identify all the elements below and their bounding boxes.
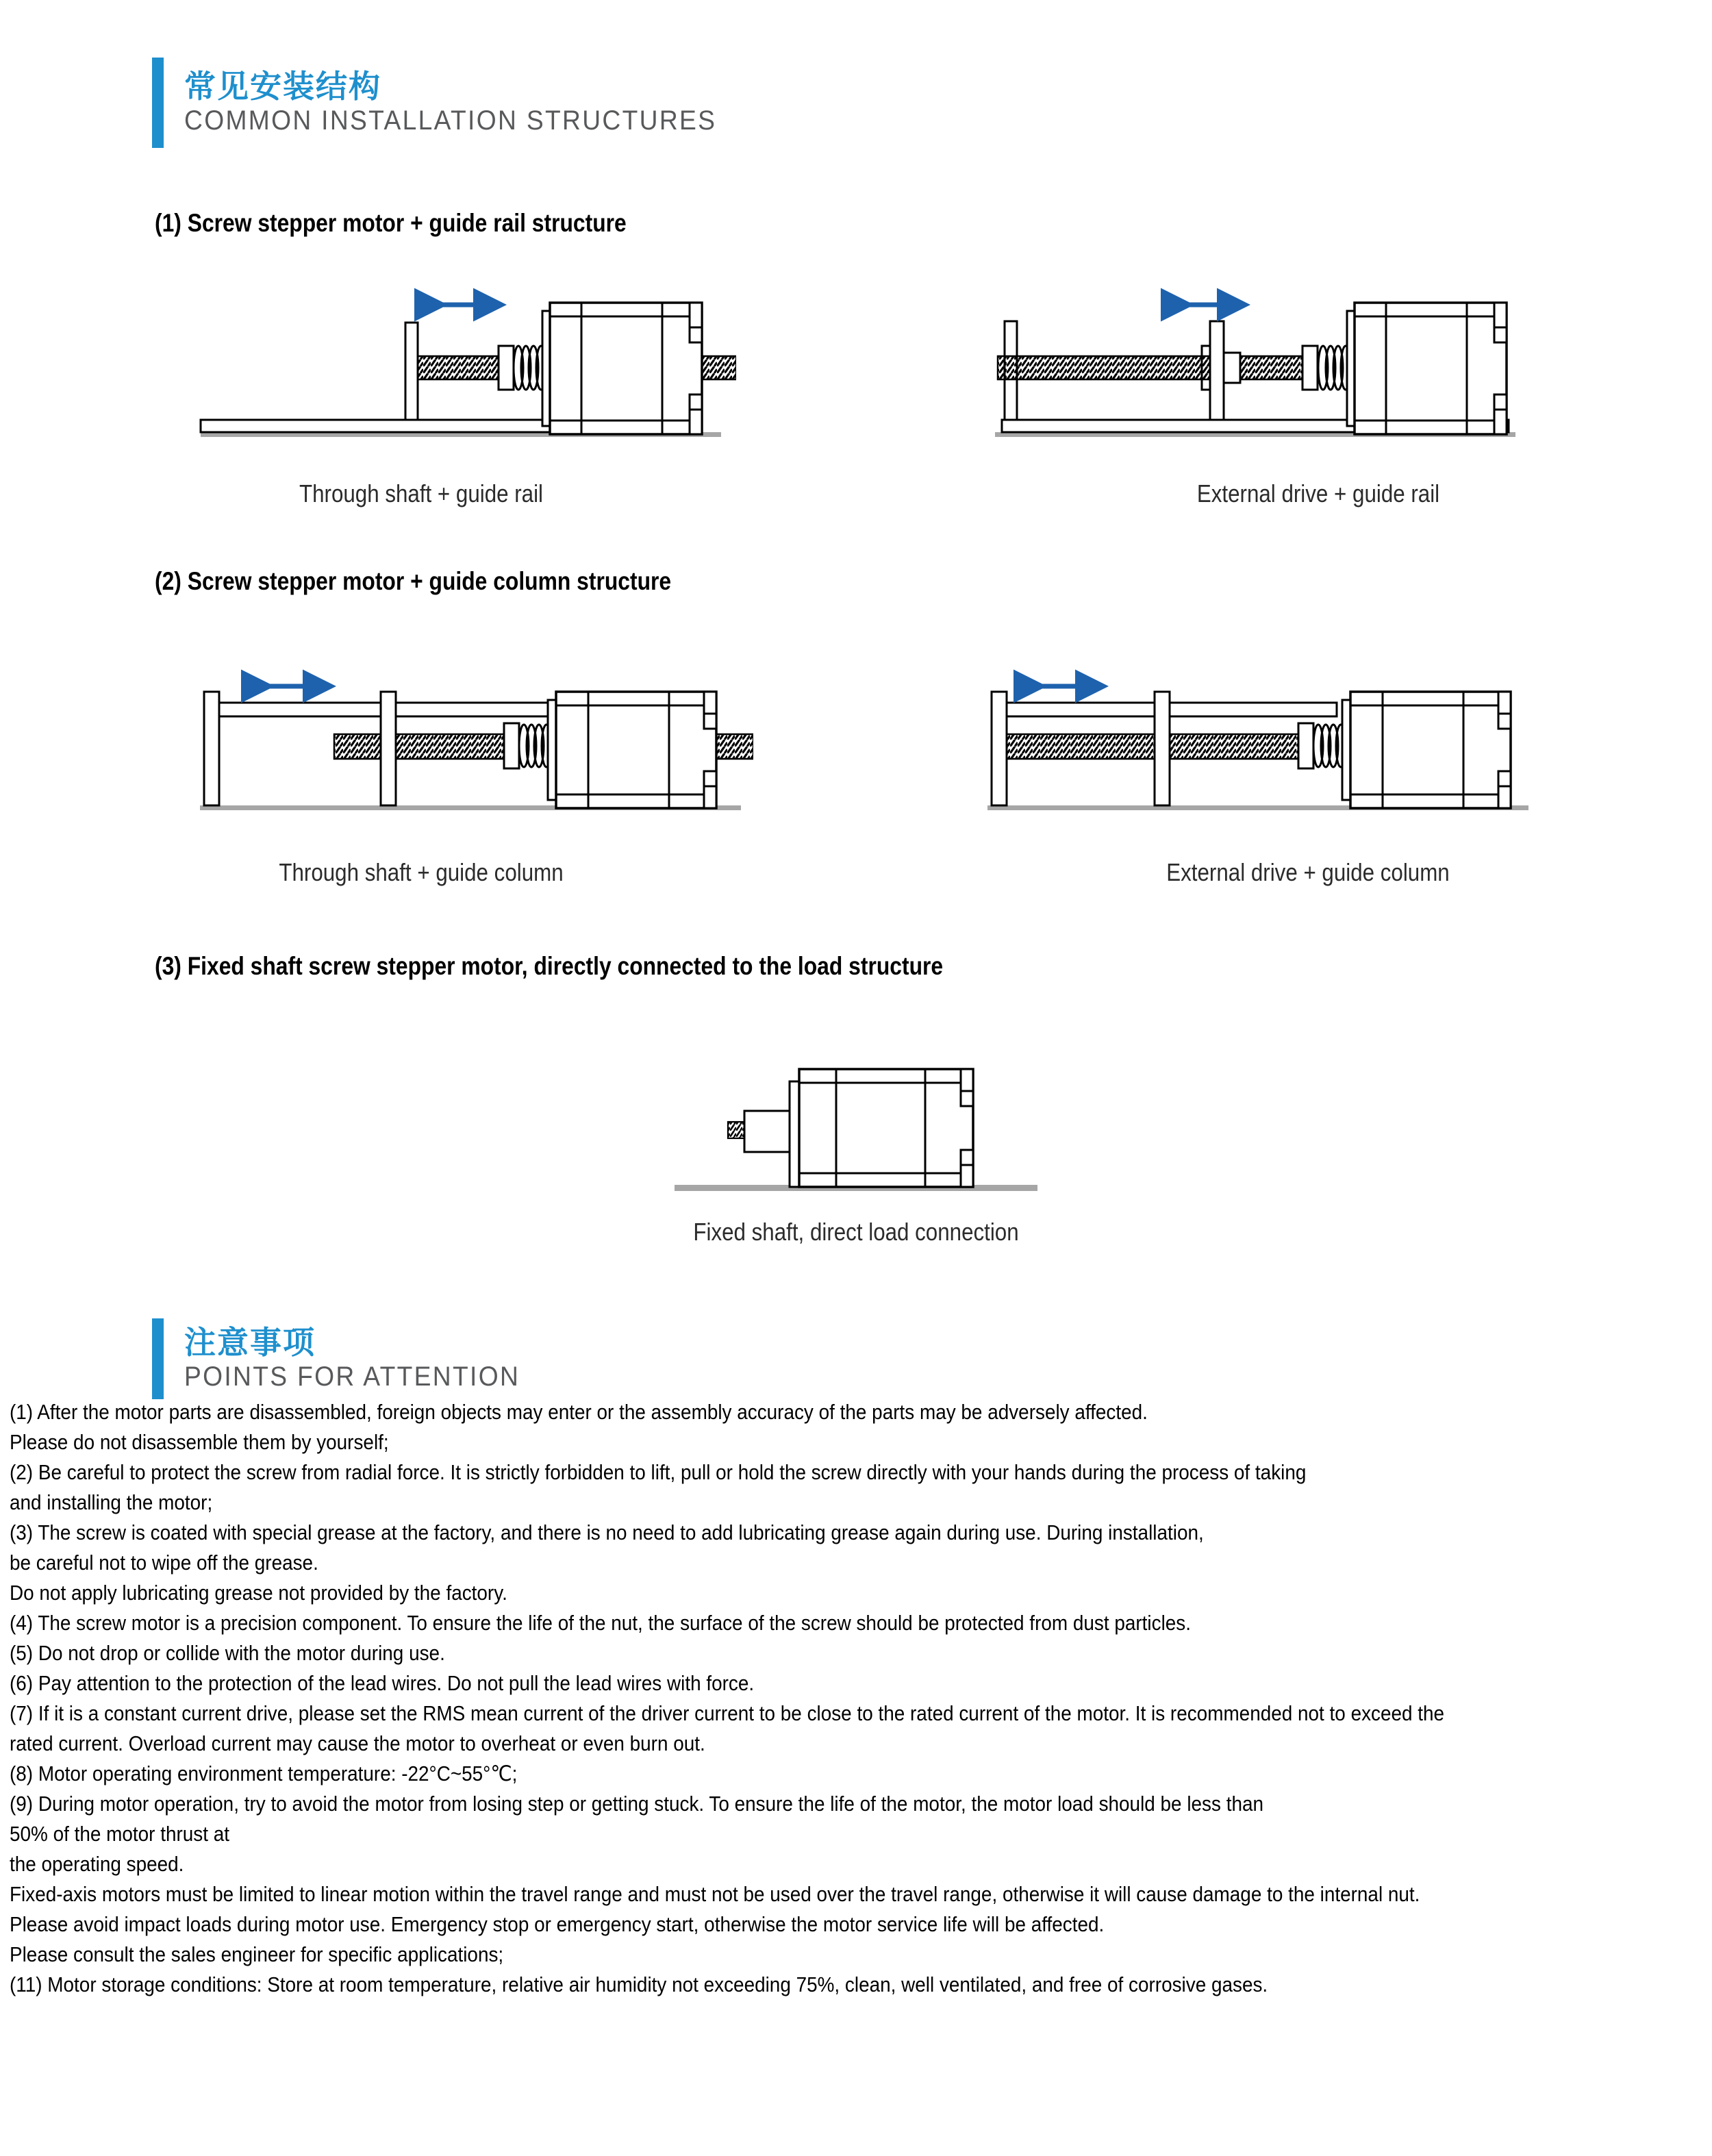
section-header-attention xyxy=(152,1318,545,1399)
note-line: (1) After the motor parts are disassembled, foreign objects may enter or the assembly accuracy of the parts may be adversely affected. xyxy=(10,1400,1148,1424)
figure-fixed-shaft-direct-load xyxy=(675,1044,1037,1202)
section-title-en: COMMON INSTALLATION STRUCTURES xyxy=(184,105,717,136)
note-line: be careful not to wipe off the grease. xyxy=(10,1551,318,1575)
structure-heading-2: (2) Screw stepper motor + guide column structure xyxy=(155,567,672,595)
note-line: (7) If it is a constant current drive, please set the RMS mean current of the driver current to be close to the rated current of the motor. It is recommended not to exceed the xyxy=(10,1701,1445,1725)
note-line: (3) The screw is coated with special grease at the factory, and there is no need to add lubricating grease again during use. During installation, xyxy=(10,1520,1204,1544)
note-line: (8) Motor operating environment temperature: -22°C~55°℃; xyxy=(10,1762,518,1785)
note-line: Please avoid impact loads during motor use. Emergency stop or emergency start, otherwise the motor service life will be affected. xyxy=(10,1912,1105,1936)
note-line: (2) Be careful to protect the screw from radial force. It is strictly forbidden to lift, pull or hold the screw directly with your hands during the process of taking xyxy=(10,1460,1307,1484)
note-line: and installing the motor; xyxy=(10,1490,213,1514)
caption-through-shaft-guide-column: Through shaft + guide column xyxy=(279,858,564,886)
note-line: (6) Pay attention to the protection of the lead wires. Do not pull the lead wires with force. xyxy=(10,1671,755,1695)
section-title-cn: 注意事项 xyxy=(184,1325,316,1361)
section-title-en: POINTS FOR ATTENTION xyxy=(184,1361,520,1392)
figure-through-shaft-guide-column xyxy=(185,657,753,815)
figure-through-shaft-guide-rail xyxy=(175,277,736,442)
figure-external-drive-guide-column xyxy=(972,657,1541,815)
caption-through-shaft-guide-rail: Through shaft + guide rail xyxy=(299,479,544,507)
note-line: Please consult the sales engineer for specific applications; xyxy=(10,1942,504,1966)
structure-heading-1: (1) Screw stepper motor + guide rail structure xyxy=(155,209,627,237)
caption-external-drive-guide-column: External drive + guide column xyxy=(1166,858,1450,886)
accent-bar xyxy=(152,1318,164,1399)
note-line: Fixed-axis motors must be limited to linear motion within the travel range and must not be used over the travel range, otherwise it will cause damage to the internal nut. xyxy=(10,1882,1420,1906)
section-header-installation xyxy=(152,58,757,148)
note-line: rated current. Overload current may cause the motor to overheat or even burn out. xyxy=(10,1731,705,1755)
note-line: (11) Motor storage conditions: Store at room temperature, relative air humidity not exceeding 75%, clean, well ventilated, and free of corrosive gases. xyxy=(10,1972,1268,1996)
note-line: Please do not disassemble them by yourself; xyxy=(10,1430,389,1454)
note-line: the operating speed. xyxy=(10,1852,184,1876)
note-line: (4) The screw motor is a precision component. To ensure the life of the nut, the surface of the screw should be protected from dust particles. xyxy=(10,1611,1192,1635)
caption-fixed-shaft-direct-load: Fixed shaft, direct load connection xyxy=(693,1218,1019,1246)
note-line: (5) Do not drop or collide with the motor during use. xyxy=(10,1641,445,1665)
section-title-cn: 常见安装结构 xyxy=(184,68,381,105)
structure-heading-3: (3) Fixed shaft screw stepper motor, directly connected to the load structure xyxy=(155,952,944,980)
note-line: 50% of the motor thrust at xyxy=(10,1822,230,1846)
caption-external-drive-guide-rail: External drive + guide rail xyxy=(1196,479,1440,507)
note-line: Do not apply lubricating grease not provided by the factory. xyxy=(10,1581,507,1605)
note-line: (9) During motor operation, try to avoid the motor from losing step or getting stuck. To ensure the life of the motor, the motor load should be less than xyxy=(10,1792,1263,1816)
attention-notes-list xyxy=(10,1401,1708,2004)
accent-bar xyxy=(152,58,164,148)
figure-external-drive-guide-rail xyxy=(969,277,1531,442)
